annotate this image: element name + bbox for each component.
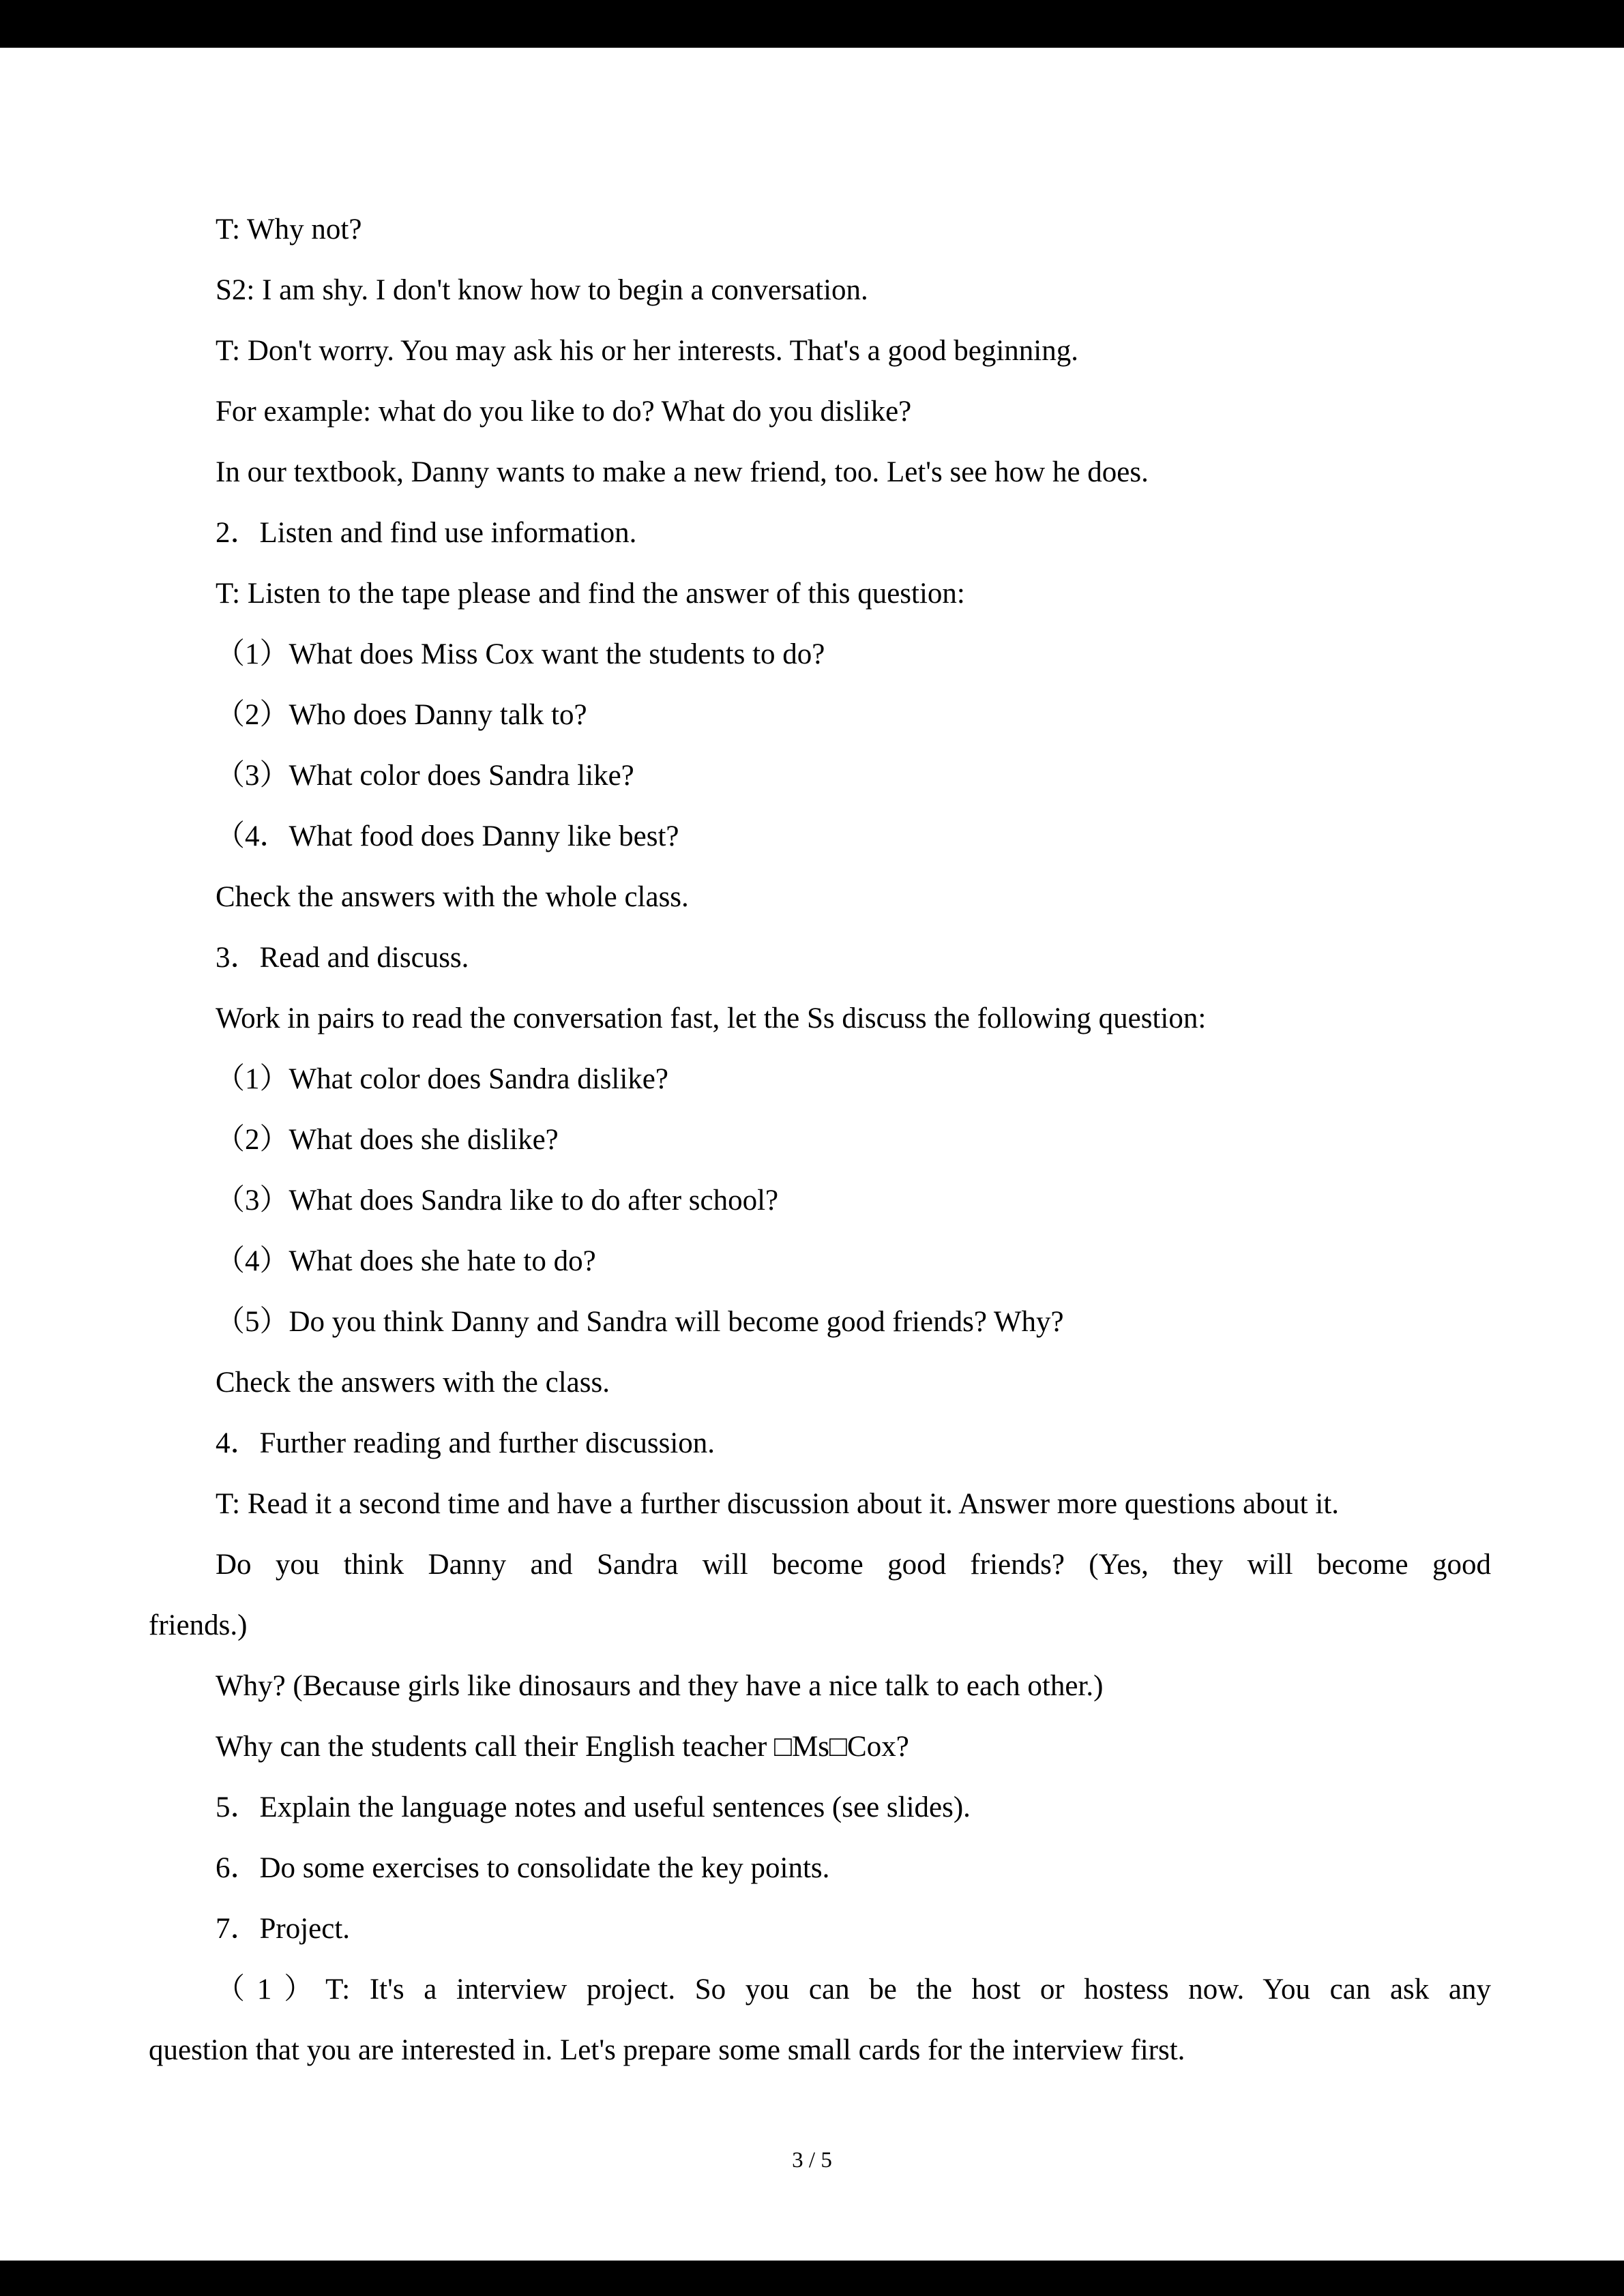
- list-item: （5）Do you think Danny and Sandra will become good friends? Why?: [216, 1306, 1064, 1338]
- paragraph: For example: what do you like to do? What do you dislike?: [216, 396, 912, 428]
- page-number: 3 / 5: [792, 2148, 832, 2173]
- numbered-heading: 2．Listen and find use information.: [216, 517, 637, 549]
- bottom-border: [0, 2261, 1624, 2296]
- list-item: （4．What food does Danny like best?: [216, 820, 679, 852]
- paragraph: S2: I am shy. I don't know how to begin a conversation.: [216, 274, 868, 306]
- numbered-heading: 3．Read and discuss.: [216, 942, 469, 974]
- paragraph: T: Read it a second time and have a further discussion about it. Answer more questions about it.: [216, 1488, 1340, 1520]
- numbered-heading: 6．Do some exercises to consolidate the key points.: [216, 1852, 830, 1884]
- paragraph-line: （1）T: It's a interview project. So you can be the host or hostess now. You can ask any: [216, 1973, 1491, 2006]
- paragraph: [149, 1534, 1491, 1656]
- paragraph: Check the answers with the whole class.: [216, 881, 689, 913]
- paragraph: Why can the students call their English teacher □Ms□Cox?: [216, 1731, 909, 1763]
- paragraph: Check the answers with the class.: [216, 1367, 610, 1399]
- paragraph: Work in pairs to read the conversation fast, let the Ss discuss the following question:: [216, 1002, 1207, 1034]
- list-item: （1）What does Miss Cox want the students to do?: [216, 638, 825, 670]
- list-item: （3）What color does Sandra like?: [216, 760, 634, 792]
- paragraph: Why? (Because girls like dinosaurs and they have a nice talk to each other.): [216, 1670, 1104, 1702]
- paragraph-line: Do you think Danny and Sandra will become good friends? (Yes, they will become good: [216, 1549, 1491, 1581]
- list-item: （2）Who does Danny talk to?: [216, 699, 587, 731]
- paragraph: T: Why not?: [216, 213, 362, 245]
- list-item: （4）What does she hate to do?: [216, 1245, 596, 1277]
- numbered-heading: 4．Further reading and further discussion.: [216, 1427, 715, 1459]
- numbered-heading: 7．Project.: [216, 1913, 351, 1945]
- paragraph-line: friends.): [149, 1609, 248, 1641]
- paragraph: [149, 1959, 1491, 2081]
- list-item: （1）What color does Sandra dislike?: [216, 1063, 668, 1095]
- document-content: [149, 199, 1491, 2081]
- list-item: （2）What does she dislike?: [216, 1124, 559, 1156]
- paragraph: In our textbook, Danny wants to make a new friend, too. Let's see how he does.: [216, 456, 1149, 488]
- paragraph: T: Don't worry. You may ask his or her interests. That's a good beginning.: [216, 335, 1078, 367]
- numbered-heading: 5．Explain the language notes and useful sentences (see slides).: [216, 1791, 971, 1823]
- paragraph: T: Listen to the tape please and find the answer of this question:: [216, 578, 965, 610]
- list-item: （3）What does Sandra like to do after school?: [216, 1184, 779, 1217]
- top-border: [0, 0, 1624, 48]
- paragraph-line: question that you are interested in. Let's prepare some small cards for the interview first.: [149, 2034, 1185, 2066]
